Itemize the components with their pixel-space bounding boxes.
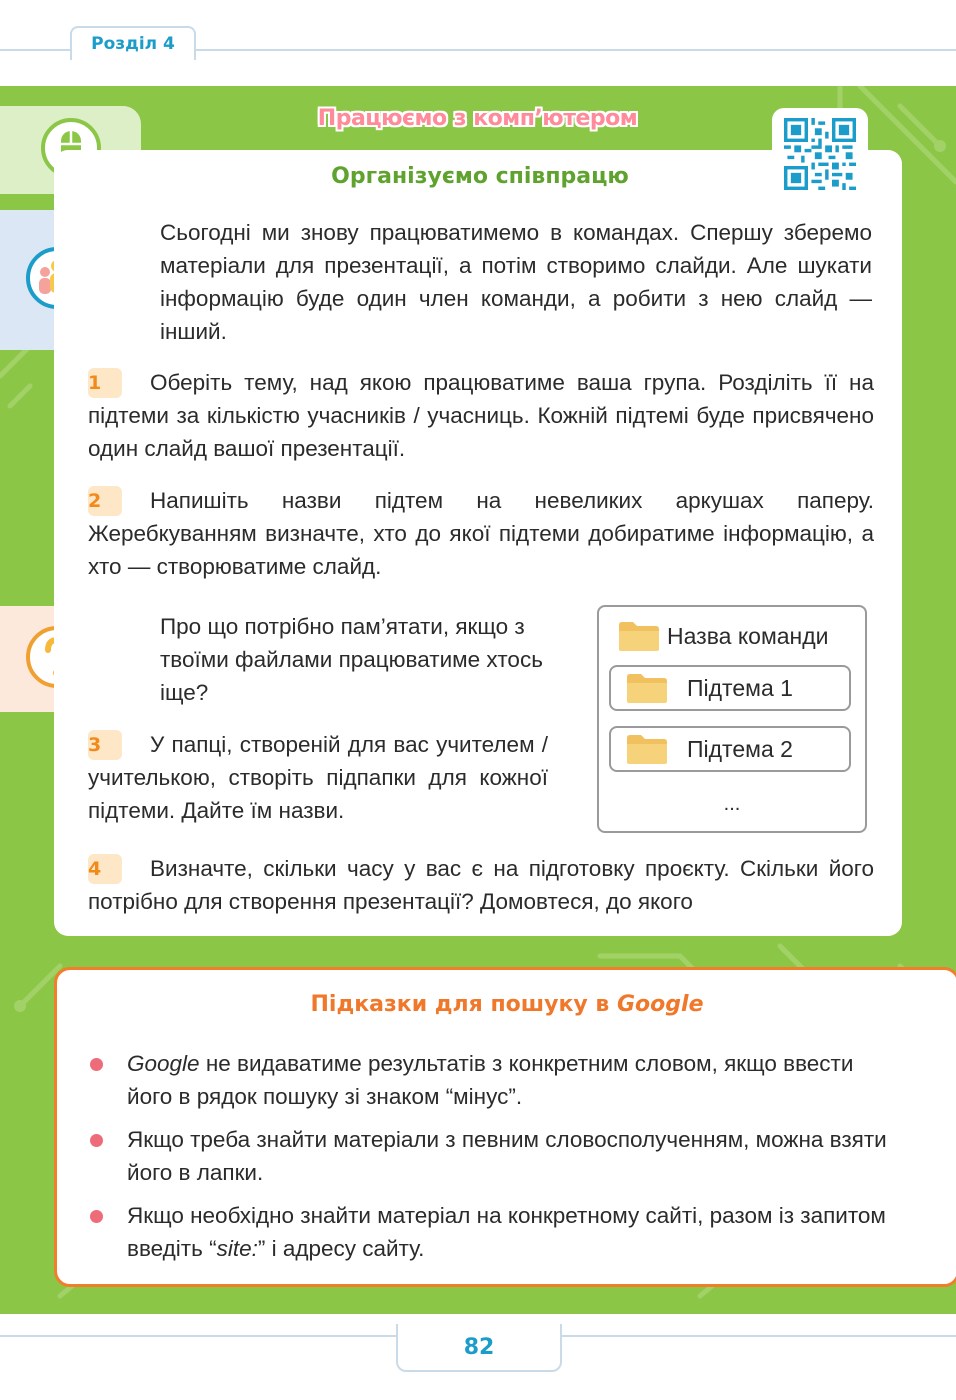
folder-sub2-label: Підтема 2: [687, 735, 793, 762]
step-2: [88, 484, 874, 583]
step-number: 4: [88, 854, 122, 884]
tip-emphasis: site:: [216, 1236, 258, 1261]
step-number: 3: [88, 730, 122, 760]
tips-title-prefix: Підказки для пошуку в: [310, 992, 617, 1017]
folder-icon: [625, 732, 669, 766]
search-tips-card: [54, 967, 956, 1287]
tips-title: [57, 992, 956, 1017]
tip-text-end: ” і адресу сайту.: [257, 1236, 425, 1261]
qr-code: [772, 108, 868, 200]
folder-icon: [617, 619, 661, 653]
tip-text: не видаватиме результатів з конкретним словом, якщо ввести його в рядок пошуку зі знаком “мінус”.: [127, 1051, 854, 1109]
tip-item: [127, 1199, 887, 1265]
step-text: У папці, створеній для вас учителем / учителькою, створіть підпапки для кожної підтеми. Дайте їм назви.: [88, 732, 548, 823]
step-1: [88, 366, 874, 465]
folder-structure: [597, 605, 867, 833]
tips-title-brand: Google: [617, 992, 704, 1017]
page-subtitle: Організуємо співпрацю: [331, 164, 629, 189]
question-text: Про що потрібно пам’ятати, якщо з твоїми файлами працюватиме хтось іще?: [160, 614, 543, 705]
tip-text: Якщо треба знайти матеріали з певним словосполученням, можна взяти його в лапки.: [127, 1127, 887, 1185]
tip-text: Якщо необхідно знайти матеріал на конкретному сайті, разом із запитом введіть “: [127, 1203, 886, 1261]
step-number: 2: [88, 486, 122, 516]
step-number: 1: [88, 368, 122, 398]
section-label: Розділ 4: [70, 26, 196, 60]
tip-emphasis: Google: [127, 1051, 200, 1076]
step-text: Визначте, скільки часу у вас є на підготовку проєкту. Скільки його потрібно для створення презентації? Домовтеся, до якого: [88, 856, 874, 914]
qr-code-icon: [784, 118, 856, 190]
folder-subtopic-1: [609, 665, 851, 711]
step-text: Напишіть назви підтем на невеликих аркушах паперу. Жеребкуванням визначте, хто до якої підтеми добиратиме інформацію, а хто — створюватиме слайд.: [88, 488, 874, 579]
folder-icon: [625, 671, 669, 705]
page-number: 82: [396, 1324, 562, 1372]
folder-more: ...: [723, 793, 741, 815]
intro-paragraph: Сьогодні ми знову працюватимемо в командах. Спершу зберемо матеріали для презентації, а потім створимо слайди. Але шукати інформацію буде один член команди, а робити з нею слайд — інший.: [160, 220, 872, 344]
step-3: [88, 728, 548, 827]
tip-item: [127, 1047, 887, 1113]
folder-root-label: Назва команди: [667, 622, 829, 649]
folder-subtopic-2: [609, 726, 851, 772]
tip-item: [127, 1123, 887, 1189]
folder-root: [617, 619, 829, 653]
step-text: Оберіть тему, над якою працюватиме ваша група. Розділіть її на підтеми за кількістю учасників / учасниць. Кожній підтемі буде присвячено один слайд вашої презентації.: [88, 370, 874, 461]
folder-sub1-label: Підтема 1: [687, 674, 793, 701]
banner-title: Працюємо з комп’ютером: [317, 106, 638, 131]
step-4: [88, 852, 874, 918]
